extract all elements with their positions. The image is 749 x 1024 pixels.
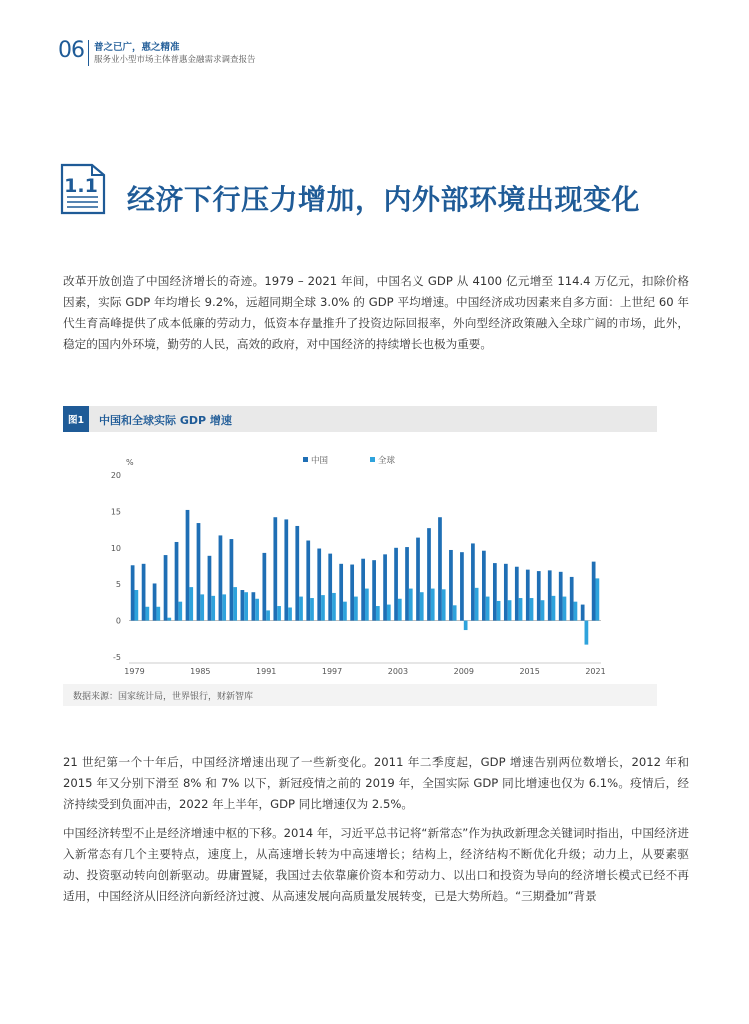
bar-china bbox=[230, 539, 234, 621]
bar-world bbox=[497, 601, 501, 621]
bar-china bbox=[526, 570, 530, 621]
section-number-badge bbox=[58, 163, 106, 215]
x-tick-label: 1991 bbox=[256, 667, 277, 676]
body-paragraph-2: 21 世纪第一个十年后，中国经济增速出现了一些新变化。2011 年二季度起，GDP 增速告别两位数增长，2012 年和 2015 年又分别下滑至 8% 和 7% 以下，新冠疫情之前的 2019 年，全国实际 GDP 同比增速也仅为 6.1%。疫情后，经济持续受到负面冲击，2022 年上半年，GDP 同比增速仅为 2.5%。 bbox=[63, 755, 689, 811]
bar-world bbox=[354, 597, 358, 621]
x-tick-label: 2015 bbox=[519, 667, 540, 676]
bar-china bbox=[262, 553, 266, 621]
bar-world bbox=[145, 607, 149, 621]
figure-tag: 图1 bbox=[63, 406, 89, 432]
y-tick-label: 10 bbox=[110, 543, 121, 553]
bar-world bbox=[398, 599, 402, 621]
bar-world bbox=[508, 600, 512, 620]
bar-china bbox=[592, 562, 596, 621]
bar-world bbox=[585, 621, 589, 645]
legend-swatch-china bbox=[303, 457, 308, 462]
legend-label-china: 中国 bbox=[311, 456, 329, 466]
bar-china bbox=[186, 510, 190, 621]
bar-world bbox=[178, 602, 182, 621]
bar-china bbox=[581, 605, 585, 621]
bar-china bbox=[328, 554, 332, 621]
bar-china bbox=[559, 572, 563, 621]
bar-world bbox=[530, 598, 534, 621]
page-number: 06 bbox=[58, 38, 84, 63]
section-number: 1.1 bbox=[64, 175, 98, 197]
bar-world bbox=[134, 590, 138, 621]
bar-china bbox=[197, 523, 201, 621]
figure-title: 中国和全球实际 GDP 增速 bbox=[99, 414, 232, 427]
bar-world bbox=[365, 589, 369, 621]
bar-china bbox=[350, 565, 354, 621]
bar-china bbox=[284, 519, 288, 620]
bar-china bbox=[515, 567, 519, 621]
chart-legend bbox=[303, 455, 396, 466]
bar-china bbox=[273, 517, 277, 620]
y-tick-label: 5 bbox=[115, 580, 121, 590]
bar-china bbox=[361, 559, 365, 621]
bar-world bbox=[156, 607, 160, 621]
header-divider bbox=[88, 40, 89, 66]
bar-world bbox=[266, 610, 270, 620]
bar-world bbox=[233, 587, 237, 620]
body-paragraph-3: 中国经济转型不止是经济增速中枢的下移。2014 年，习近平总书记将“新常态”作为执政新理念关键词时指出，中国经济进入新常态有几个主要特点，速度上，从高速增长转为中高速增长；结构上，经济结构不断优化升级；动力上，从要素驱动、投资驱动转向创新驱动。毋庸置疑，我国过去依靠廉价资本和劳动力、以出口和投资为导向的经济增长模式已经不再适用，中国经济从旧经济向新经济过渡、从高速发展向高质量发展转变，已是大势所趋。“三期叠加”背景 bbox=[63, 826, 689, 903]
bar-world bbox=[431, 589, 435, 621]
bar-world bbox=[574, 602, 578, 621]
bar-world bbox=[277, 606, 281, 621]
bar-world bbox=[332, 593, 336, 621]
bar-world bbox=[552, 596, 556, 621]
bar-china bbox=[208, 556, 212, 621]
bar-china bbox=[438, 517, 442, 620]
bar-world bbox=[167, 618, 171, 621]
bar-china bbox=[570, 577, 574, 621]
bar-china bbox=[416, 538, 420, 621]
bar-china bbox=[405, 547, 409, 621]
bar-china bbox=[493, 563, 497, 621]
bar-china bbox=[537, 571, 541, 621]
bar-world bbox=[596, 578, 600, 620]
bar-world bbox=[486, 597, 490, 621]
y-tick-label: 20 bbox=[110, 471, 121, 480]
y-axis-unit: % bbox=[126, 458, 134, 467]
bar-china bbox=[383, 554, 387, 620]
bar-world bbox=[475, 588, 479, 621]
x-tick-label: 1979 bbox=[124, 667, 145, 676]
bar-china bbox=[317, 549, 321, 621]
bar-world bbox=[563, 597, 567, 621]
bar-china bbox=[394, 548, 398, 621]
bar-china bbox=[482, 551, 486, 621]
x-tick-label: 2021 bbox=[585, 667, 606, 676]
x-tick-label: 2003 bbox=[387, 667, 409, 676]
x-tick-label: 1997 bbox=[321, 667, 343, 676]
report-title: 普之已广，惠之精准 bbox=[94, 42, 180, 53]
bar-china bbox=[471, 543, 475, 620]
report-subtitle: 服务业小型市场主体普惠金融需求调查报告 bbox=[94, 55, 256, 65]
figure-source: 数据来源：国家统计局，世界银行，财新智库 bbox=[73, 692, 254, 702]
intro-paragraph: 改革开放创造了中国经济增长的奇迹。1979 – 2021 年间，中国名义 GDP 从 4100 亿元增至 114.4 万亿元，扣除价格因素，实际 GDP 年均增长 9.2%，远超同期全球 3.0% 的 GDP 平均增速。中国经济成功因素来自多方面：上世纪 60 年代生育高峰提供了成本低廉的劳动力，低资本存量推升了投资边际回报率，外向型经济政策融入全球广阔的市场，此外，稳定的国内外环境，勤劳的人民，高效的政府，对中国经济的持续增长也极为重要。 bbox=[63, 274, 689, 351]
bar-china bbox=[449, 550, 453, 621]
bar-world bbox=[541, 600, 545, 620]
y-tick-label: 0 bbox=[115, 616, 121, 626]
bar-world bbox=[464, 621, 468, 630]
bar-world bbox=[519, 598, 523, 621]
y-tick-label: 15 bbox=[110, 507, 121, 517]
bar-china bbox=[164, 555, 168, 621]
bar-world bbox=[453, 605, 457, 620]
bar-china bbox=[252, 592, 256, 620]
legend-swatch-world bbox=[370, 457, 375, 462]
bar-world bbox=[244, 592, 248, 620]
bar-china bbox=[175, 542, 179, 621]
bar-world bbox=[321, 595, 325, 620]
bar-china bbox=[295, 526, 299, 621]
figure-header bbox=[63, 406, 657, 432]
bar-china bbox=[219, 535, 223, 620]
bar-world bbox=[310, 598, 314, 621]
bar-world bbox=[211, 596, 215, 621]
bar-world bbox=[255, 599, 259, 621]
bar-world bbox=[343, 602, 347, 621]
bar-world bbox=[442, 589, 446, 620]
bar-china bbox=[504, 564, 508, 621]
bar-china bbox=[241, 590, 245, 621]
legend-label-world: 全球 bbox=[378, 456, 396, 466]
bar-world bbox=[299, 597, 303, 621]
x-tick-label: 2009 bbox=[453, 667, 474, 676]
y-tick-label: -5 bbox=[113, 653, 121, 662]
bar-world bbox=[409, 589, 413, 621]
x-tick-label: 1985 bbox=[190, 667, 211, 676]
bar-china bbox=[372, 560, 376, 620]
bar-world bbox=[189, 587, 193, 620]
figure-1 bbox=[63, 406, 657, 706]
bar-china bbox=[142, 564, 146, 621]
bar-world bbox=[420, 592, 424, 620]
bar-world bbox=[376, 606, 380, 621]
bar-china bbox=[306, 541, 310, 621]
bar-china bbox=[427, 528, 431, 620]
section-title: 经济下行压力增加，内外部环境出现变化 bbox=[127, 183, 641, 216]
bar-china bbox=[339, 564, 343, 621]
bar-world bbox=[222, 594, 226, 620]
gdp-growth-chart bbox=[63, 432, 657, 684]
bar-world bbox=[387, 605, 391, 621]
bar-china bbox=[460, 552, 464, 620]
bar-world bbox=[200, 594, 204, 620]
bar-china bbox=[131, 565, 135, 620]
bar-china bbox=[153, 583, 157, 620]
bar-world bbox=[288, 608, 292, 621]
bar-china bbox=[548, 570, 552, 620]
